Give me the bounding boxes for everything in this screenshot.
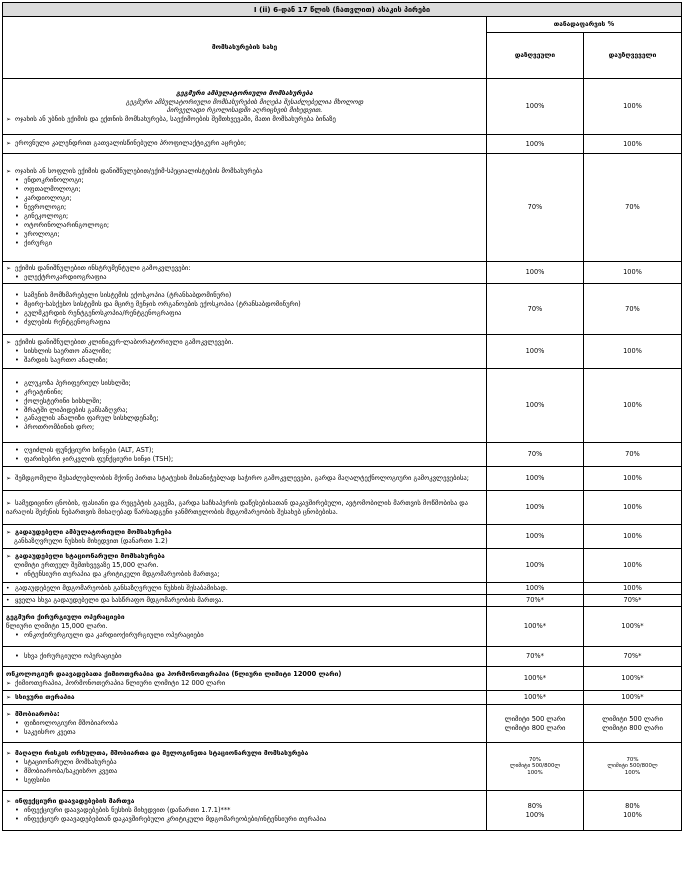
table-title: I (ii) 6-დან 17 წლის (ჩათვლით) ასაკის პირები: [3, 3, 682, 17]
service-text: გეგმური ქირურგიული ოპერაციები: [6, 613, 125, 622]
arrow-icon: ➢: [6, 339, 12, 347]
table-row: [3, 607, 682, 647]
insured-value: 100%: [487, 583, 584, 595]
list-item: • მცირე-სასქესო სისტემის და მცირე მენჯის ორგანოების ექოსკოპია (ტრანსაბდომინური): [24, 300, 483, 309]
service-cell: [3, 705, 487, 743]
insured-value: 100%*: [487, 667, 584, 691]
list-item: • ინტენსიური თერაპია და კრიტიკული მდგომარეობის მართვა;: [24, 570, 483, 579]
list-item: • ოტორინოლარინგოლოგი;: [24, 221, 483, 230]
insured-value: 100%: [487, 549, 584, 583]
insured-limit: 70%: [529, 756, 541, 763]
list-item: • შრატში ლიპიდების განსაზღვრა;: [24, 406, 483, 415]
service-cell: [3, 607, 487, 647]
list-item: • ელექტროკარდიოგრაფია: [24, 273, 483, 282]
service-cell: [3, 443, 487, 467]
list-item: • კრეატინინი;: [24, 388, 483, 397]
not-insured-value: 100%*: [584, 607, 682, 647]
list-item: • მშობიარობა/საკეისრო კვეთა: [24, 767, 483, 776]
list-item: • სხვა ქირურგიული ოპერაციები: [24, 652, 483, 661]
service-text: ოჯახის ან უბნის ექიმის და ექთნის მომსახურება, საექიმოების შემთხვევაში, მათი მომსახურება ბინაზე: [15, 115, 336, 124]
insured-value: 70%: [487, 284, 584, 335]
table-row: [3, 335, 682, 369]
not-insured-value: 100%: [584, 135, 682, 154]
table-row: [3, 443, 682, 467]
list-item: • ქირურგი: [24, 239, 483, 248]
planned-outpatient-note: გეგმური ამბულატორიული მომსახურების მიღება შესაძლებელია მხოლოდ: [125, 97, 364, 106]
insured-limit: 80%: [527, 801, 543, 810]
service-text: ონკოლოგიურ დაავადებათა ქიმიოთერაპია და ჰორმონოთერაპია (წლიური ლიმიტი 12000 ლარი): [6, 669, 342, 678]
service-text: სხივური თერაპია: [15, 693, 75, 702]
service-text: ინფექციური დაავადებების მართვა: [15, 797, 135, 806]
not-insured-limit: 80%: [625, 801, 640, 810]
insured-value: 100%: [487, 491, 584, 525]
not-insured-value: [584, 791, 682, 831]
table-row: [3, 467, 682, 491]
coverage-table: [2, 2, 682, 831]
service-cell: [3, 467, 487, 491]
list-item: • გინეკოლოგი;: [24, 212, 483, 221]
not-insured-limit: 100%: [624, 770, 641, 777]
service-cell: [3, 135, 487, 154]
insured-value: 100%*: [487, 607, 584, 647]
arrow-icon: ➢: [6, 553, 12, 561]
not-insured-limit: ლიმიტი 500/800ლ: [607, 763, 658, 770]
list-item: • სეფსისი: [24, 776, 483, 785]
service-cell: [3, 549, 487, 583]
list-item: • ოფთალმოლოგი;: [24, 185, 483, 194]
table-row: [3, 525, 682, 549]
service-text: გადაუდებელი ამბულატორიული მომსახურება: [15, 527, 172, 536]
service-cell: [3, 595, 487, 607]
list-item: • გულმკერდის რენტგენოსკოპია/რენტგენოგრაფია: [24, 309, 483, 318]
arrow-icon: ➢: [6, 679, 12, 687]
not-insured-value: [584, 743, 682, 791]
service-cell: [3, 667, 487, 691]
arrow-icon: ➢: [6, 711, 12, 719]
insured-value: 100%: [487, 525, 584, 549]
service-text: ყველა სხვა გადაუდებელი და სასწრაფო მდგომარეობის მართვა.: [15, 596, 224, 605]
planned-outpatient-title: გეგმური ამბულატორიული მომსახურება: [176, 88, 313, 97]
table-row: [3, 135, 682, 154]
not-insured-value: 70%*: [584, 595, 682, 607]
table-row: [3, 743, 682, 791]
not-insured-value: 70%*: [584, 647, 682, 667]
arrow-icon: ➢: [6, 140, 12, 148]
table-row: [3, 79, 682, 135]
table-row: [3, 549, 682, 583]
arrow-icon: ➢: [6, 474, 12, 482]
insured-limit: ლიმიტი 500/800ლ: [509, 763, 561, 770]
list-item: • სტაციონარული მომსახურება: [24, 758, 483, 767]
arrow-icon: ➢: [6, 264, 12, 272]
not-insured-value: 100%*: [584, 667, 682, 691]
not-insured-value: 70%: [584, 443, 682, 467]
list-item: • კარდიოლოგი;: [24, 194, 483, 203]
list-item: • განავლის ანალიზი ფარულ სისხლდენაზე;: [24, 414, 483, 423]
service-cell: [3, 79, 487, 135]
service-subtext: წლიური ლიმიტი 15,000 ლარი.: [6, 622, 108, 631]
service-text: ექიმის დანიშნულებით ინსტრუმენტული გამოკვლევები:: [15, 263, 191, 272]
table-row: [3, 369, 682, 443]
list-item: • საკეისრო კვეთა: [24, 728, 483, 737]
not-insured-value: [584, 705, 682, 743]
service-cell: [3, 647, 487, 667]
list-item: • პროთრომბინის დრო;: [24, 423, 483, 432]
service-text: სამედიცინო ცნობის, ფასიანი და რეცეპტის გაცემა, გარდა საჩხაპერის დაწესებისათან დაკავშირებული, ავტომობილის მართვის მოწმობისა და იარაღის შეძენის ნებართვის მისაღებად წარსადგენი ჯანმრთელობის მდგომარეობის შესახებ ცნობებისა.: [6, 498, 469, 516]
list-item: • უროლოგი;: [24, 230, 483, 239]
insured-header: დაზღვეული: [487, 33, 584, 79]
insured-value: [487, 705, 584, 743]
insured-value: 100%*: [487, 691, 584, 705]
list-item: • ღვიძლის ფუნქციური სინჯები (ALT, AST);: [24, 446, 483, 455]
table-row: [3, 705, 682, 743]
service-text: ოჯახის ან სოფლის ექიმის დანიშნულებით/ექიმ-სპეციალისტების მომსახურება: [15, 167, 263, 176]
list-item: • ენდოკრინოლოგი;: [24, 176, 483, 185]
table-row: [3, 595, 682, 607]
arrow-icon: ➢: [6, 798, 12, 806]
not-insured-value: 100%: [584, 525, 682, 549]
table-row: [3, 284, 682, 335]
insured-value: 70%: [487, 443, 584, 467]
not-insured-value: 100%*: [584, 691, 682, 705]
not-insured-limit: 100%: [623, 810, 642, 819]
table-row: [3, 154, 682, 262]
planned-outpatient-note2: პირველადი რგოლისადმი აღრიცხვის მიხედვით.: [166, 106, 323, 115]
service-subtext: ლიმიტი ერთეულ შემთხვევაზე 15,000 ლარი.: [14, 561, 159, 570]
service-cell: [3, 369, 487, 443]
service-cell: [3, 262, 487, 284]
list-item: • ქოლესტერინი სისხლში;: [24, 397, 483, 406]
service-cell: [3, 583, 487, 595]
service-cell: [3, 491, 487, 525]
arrow-icon: ➢: [6, 168, 12, 176]
service-cell: [3, 791, 487, 831]
arrow-icon: ➢: [6, 116, 12, 124]
service-text: შემდგომელი შესაძლებლობის მქონე პირთა სტატუსის მისანიჭებლად საჭირო გამოკვლევები, გარდა მაღალტექნოლოგიური გამოკვლევებისა;: [15, 473, 469, 482]
service-text: გადაუდებელი მდგომარეობის განსაზღვრული ნუსხის შესაბამისად.: [15, 584, 228, 592]
list-item: • ონკოქირურგიული და კარდიოქირურგიული ოპერაციები: [24, 631, 483, 640]
insured-value: 100%: [487, 262, 584, 284]
table-row: [3, 491, 682, 525]
table-row: [3, 667, 682, 691]
insured-value: 70%: [487, 154, 584, 262]
insured-value: 100%: [487, 135, 584, 154]
service-cell: [3, 335, 487, 369]
arrow-icon: ➢: [6, 499, 12, 507]
service-cell: [3, 525, 487, 549]
service-text: ექიმის დანიშნულებით კლინიკურ-ლაბორატორიული გამოკვლევები.: [15, 338, 234, 347]
arrow-icon: ➢: [6, 528, 12, 536]
service-text: მაღალი რისკის ორსულთა, მშობიართა და მელოგინეთა სტაციონარული მომსახურება: [15, 748, 309, 757]
specialist-list: [6, 176, 483, 247]
insured-value: 70%*: [487, 647, 584, 667]
insured-limit: 100%: [527, 770, 543, 777]
table-row: [3, 647, 682, 667]
list-item: • ძვლების რენტგენოგრაფია: [24, 318, 483, 327]
list-item: • გლუკოზა პერიფერიულ სისხლში;: [24, 379, 483, 388]
service-subtext: განსაზღვრული ნუსხის მიხედვით (დანართი 1.2): [14, 536, 168, 545]
table-row: [3, 691, 682, 705]
list-item: • შარდის საერთო ანალიზი;: [24, 356, 483, 365]
not-insured-limit: ლიმიტი 800 ლარი: [602, 723, 663, 732]
service-subtext: ქიმიოთერაპია, ჰორმონოთერაპია წლიური ლიმიტი 12 000 ლარი: [15, 678, 226, 687]
not-insured-value: 100%: [584, 335, 682, 369]
list-item: • ფიზიოლოგიური მშობიარობა: [24, 719, 483, 728]
service-text: მშობიარობა:: [15, 710, 60, 719]
not-insured-value: 100%: [584, 79, 682, 135]
insured-value: 100%: [487, 467, 584, 491]
not-insured-value: 100%: [584, 369, 682, 443]
not-insured-value: 100%: [584, 467, 682, 491]
not-insured-value: 100%: [584, 491, 682, 525]
not-insured-value: 100%: [584, 549, 682, 583]
service-cell: [3, 154, 487, 262]
not-insured-limit: ლიმიტი 500 ლარი: [602, 714, 663, 723]
arrow-icon: •: [6, 585, 10, 592]
table-row: [3, 262, 682, 284]
insured-value: 100%: [487, 335, 584, 369]
insured-value: [487, 791, 584, 831]
insured-value: 100%: [487, 369, 584, 443]
service-cell: [3, 743, 487, 791]
service-type-header: მომსახურების სახე: [3, 17, 487, 79]
insured-value: 70%*: [487, 595, 584, 607]
service-cell: [3, 284, 487, 335]
arrow-icon: ➢: [6, 749, 12, 757]
insured-value: 100%: [487, 79, 584, 135]
insured-limit: 100%: [525, 810, 545, 819]
list-item: • სამენის მომხმარებელი სისტემის ექოსკოპია (ტრანსაბდომინური): [24, 291, 483, 300]
insured-value: [487, 743, 584, 791]
table-row: [3, 583, 682, 595]
list-item: • ფარისებრი ჯირკვლის ფუნქციური სინჯი (TSH);: [24, 455, 483, 464]
list-item: • სისხლის საერთო ანალიზი;: [24, 347, 483, 356]
list-item: • ინფექციური დაავადებების ნუსხის მიხედვით (დანართი 1.7.1)***: [24, 806, 483, 815]
not-insured-header: დაუზღვეველი: [584, 33, 682, 79]
list-item: • ნევროლოგი;: [24, 203, 483, 212]
not-insured-limit: 70%: [626, 756, 639, 763]
coverage-header: თანადაფარვის %: [487, 17, 682, 33]
service-text: ეროვნული კალენდრით გათვალისწინებული პროფილაქტიკური აცრები;: [15, 139, 247, 148]
service-cell: [3, 691, 487, 705]
not-insured-value: 100%: [584, 583, 682, 595]
arrow-icon: ➢: [6, 694, 12, 702]
not-insured-value: 100%: [584, 262, 682, 284]
table-row: [3, 791, 682, 831]
list-item: • ინფექციურ დაავადებებთან დაკავშირებული კრიტიკული მდგომარეობები/ინტენსიური თერაპია: [24, 815, 483, 824]
arrow-icon: •: [6, 597, 10, 605]
not-insured-value: 70%: [584, 284, 682, 335]
not-insured-value: 70%: [584, 154, 682, 262]
insured-limit: ლიმიტი 500 ლარი: [504, 714, 566, 723]
insured-limit: ლიმიტი 800 ლარი: [504, 723, 566, 732]
service-text: გადაუდებელი სტაციონარული მომსახურება: [15, 552, 165, 561]
